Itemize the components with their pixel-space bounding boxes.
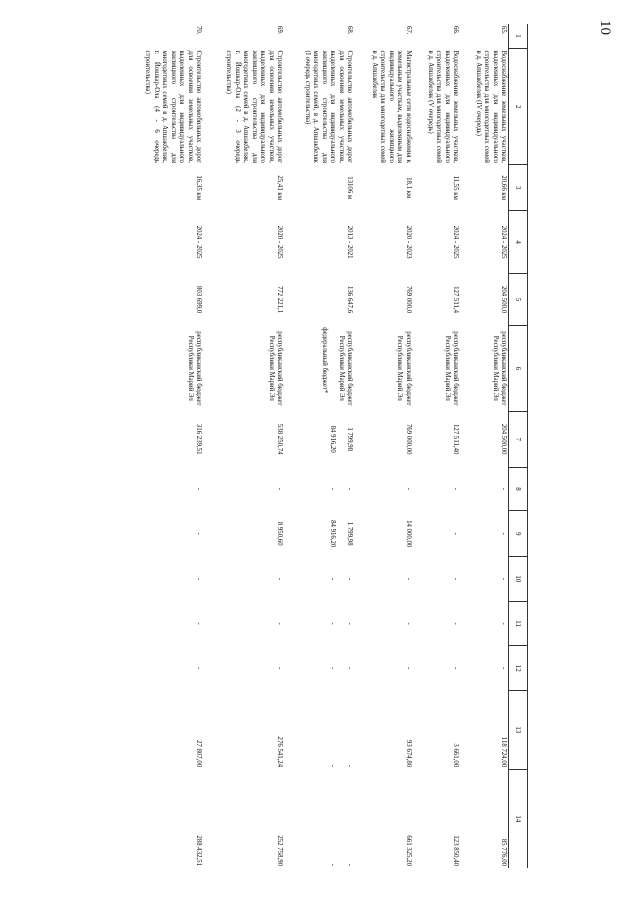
year-col-9-value: -	[452, 532, 460, 535]
funding-source-federal-value: федеральный бюджет*	[321, 327, 329, 394]
construction-period-value: 2020 - 2025	[276, 225, 284, 259]
year-col-12	[460, 646, 508, 691]
estimated-cost-value: 204 500,0	[500, 285, 507, 314]
year-col-8	[354, 467, 413, 511]
year-col-10	[122, 557, 203, 602]
object-name-value: Строительство автомобильных дорог для освоения земельных участков, выделенных для индивидуального жилищного строительства для многодетных семей, в д. Апшакбеляк (I очередь строительства)	[303, 50, 354, 163]
year-col-9-value: -	[195, 532, 203, 535]
estimated-cost	[284, 274, 354, 325]
year-col-8-value: -	[452, 487, 460, 491]
year-col-8	[203, 467, 284, 511]
year-col-11	[460, 601, 508, 646]
year-col-9	[203, 511, 284, 557]
total-funding	[122, 411, 203, 467]
table-row	[460, 24, 508, 868]
year-col-11-value: -	[346, 622, 354, 625]
row-number	[354, 24, 413, 48]
estimated-cost	[413, 274, 460, 325]
construction-period-value: 2024 - 2025	[452, 225, 460, 259]
construction-period	[122, 211, 203, 274]
year-col-8-value: -	[500, 487, 507, 491]
object-name-value: Водоснабжение земельных участков, выделенных для индивидуального строительства для многодетных семей в д. Апшакбеляк (IV очередь)	[474, 50, 507, 163]
year-col-13-federal-value: -	[328, 764, 336, 768]
year-col-10	[203, 557, 284, 602]
year-col-14-value: -	[346, 863, 354, 866]
year-col-11	[122, 601, 203, 646]
year-col-11-value: -	[195, 622, 203, 625]
year-col-12	[413, 646, 460, 691]
object-name-value: Водоснабжение земельных участков, выделенных для индивидуального строительства для многодетных семей в д. Апшакбеляк (V очередь)	[426, 50, 460, 163]
row-number-value: 70.	[195, 26, 203, 35]
estimated-cost-value: 127 511,4	[452, 286, 460, 314]
column-number: 8	[509, 467, 528, 511]
construction-period-value: 2013 - 2021	[346, 225, 354, 259]
funding-source-value: республиканский бюджет Республики Марий Эл	[337, 331, 354, 406]
year-col-9	[460, 511, 508, 557]
year-col-14	[354, 769, 413, 868]
funding-source-value: республиканский бюджет Республики Марий Эл	[267, 331, 284, 406]
table-row	[203, 24, 284, 868]
year-col-11-value: -	[276, 622, 284, 625]
year-col-12-value: -	[404, 667, 412, 670]
funding-source	[284, 325, 354, 411]
page-number: 10	[597, 20, 613, 35]
capacity-value: 20,66 км	[500, 175, 507, 201]
year-col-14-value: 123 850,40	[452, 835, 460, 866]
column-number: 2	[509, 48, 528, 164]
column-number: 4	[509, 211, 528, 274]
column-number: 9	[509, 511, 528, 557]
capacity-value: 16,35 км	[195, 175, 203, 201]
table-row	[284, 24, 354, 868]
row-number-value: 69.	[276, 26, 284, 35]
total-funding-value: 204 500,00	[500, 423, 507, 455]
year-col-14	[203, 769, 284, 868]
total-funding-value: 127 511,40	[452, 424, 460, 455]
year-col-9	[413, 511, 460, 557]
object-name-value: Строительство автомобильных дорог для освоения земельных участков, выделенных для индивидуального жилищного строительства для многодетных семей в д. Апшакбеляк, г. Йошкар-Ола (2 - 3 очередь строительства)	[225, 50, 284, 163]
estimated-cost	[122, 274, 203, 325]
year-col-13	[122, 691, 203, 769]
rotated-table-page	[122, 24, 528, 868]
year-col-10-federal-value: -	[328, 577, 336, 580]
year-col-11	[413, 601, 460, 646]
year-col-8	[284, 467, 354, 511]
year-col-11	[354, 601, 413, 646]
funding-source-value: республиканский бюджет Республики Марий Эл	[491, 331, 507, 406]
row-number	[460, 24, 508, 48]
year-col-8	[460, 467, 508, 511]
estimated-cost	[203, 274, 284, 325]
object-name-value: Магистральные сети водоснабжения к земельным участкам, выделенным для индивидуального жилищного строительства для многодетных семей в д. Апшакбеляк	[370, 50, 412, 163]
year-col-8-value: -	[195, 487, 203, 491]
row-number-value: 65.	[500, 26, 507, 35]
year-col-13-value: -	[346, 764, 354, 768]
object-name	[122, 48, 203, 164]
year-col-10	[284, 557, 354, 602]
year-col-13-value: 118 724,00	[500, 736, 507, 768]
year-col-14-value: 661 325,20	[404, 835, 412, 866]
column-number-row	[509, 24, 528, 868]
year-col-13	[460, 691, 508, 769]
year-col-13-value: 276 541,24	[276, 736, 284, 768]
capacity-value: 13106 м	[346, 176, 354, 200]
total-funding-value: 538 250,74	[276, 423, 284, 455]
total-funding	[354, 411, 413, 467]
year-col-8-federal-value: -	[328, 487, 336, 491]
total-funding	[460, 411, 508, 467]
year-col-11-value: -	[500, 622, 507, 625]
year-col-14	[413, 769, 460, 868]
year-col-8-value: -	[346, 487, 354, 491]
year-col-12-federal-value: -	[328, 667, 336, 670]
funding-source	[354, 325, 413, 411]
total-funding	[203, 411, 284, 467]
funding-source	[203, 325, 284, 411]
year-col-13-value: 93 674,80	[404, 739, 412, 768]
column-number: 7	[509, 411, 528, 467]
year-col-10-value: -	[404, 577, 412, 580]
column-number: 13	[509, 691, 528, 769]
row-number	[122, 24, 203, 48]
funding-source	[122, 325, 203, 411]
year-col-13-value: 3 661,00	[452, 743, 460, 768]
construction-period-value: 2024 - 2025	[500, 225, 507, 259]
row-number-value: 67.	[404, 26, 412, 35]
year-col-14	[460, 769, 508, 868]
estimated-cost	[460, 274, 508, 325]
year-col-12-value: -	[276, 667, 284, 670]
year-col-13	[203, 691, 284, 769]
year-col-10-value: -	[346, 577, 354, 580]
row-number-value: 66.	[452, 26, 460, 35]
object-name	[413, 48, 460, 164]
year-col-10-value: -	[195, 577, 203, 580]
column-number: 6	[509, 325, 528, 411]
capacity-value: 11,55 км	[452, 175, 460, 200]
total-funding	[284, 411, 354, 467]
construction-period-value: 2020 - 2023	[404, 225, 412, 259]
year-col-12-value: -	[452, 667, 460, 670]
year-col-14-value: 85 776,00	[500, 838, 507, 866]
object-name	[354, 48, 413, 164]
total-funding	[413, 411, 460, 467]
column-number: 14	[509, 769, 528, 868]
year-col-12	[203, 646, 284, 691]
funding-source-value: республиканский бюджет Республики Марий Эл	[396, 331, 412, 406]
estimated-cost	[354, 274, 413, 325]
object-name	[460, 48, 508, 164]
year-col-13-value: 27 807,00	[195, 739, 203, 768]
year-col-11-value: -	[452, 622, 460, 625]
capacity	[460, 165, 508, 211]
year-col-9	[122, 511, 203, 557]
year-col-11	[203, 601, 284, 646]
construction-period	[203, 211, 284, 274]
object-name-value: Строительство автомобильных дорог для освоения земельных участков, выделенных для индивидуального жилищного строительства для многодетных семей в д. Апшакбеляк, г. Йошкар-Ола (4 - 6 очередь строительства)	[144, 50, 203, 163]
capacity-value: 18,1 км	[404, 177, 412, 199]
year-col-13	[284, 691, 354, 769]
capacity	[122, 165, 203, 211]
capacity	[284, 165, 354, 211]
row-number	[203, 24, 284, 48]
year-col-13	[413, 691, 460, 769]
year-col-14-value: 288 432,51	[195, 835, 203, 866]
year-col-9-federal-value: 84 916,20	[328, 520, 336, 548]
year-col-8-value: -	[404, 487, 412, 491]
year-col-9-value: 8 950,60	[276, 521, 284, 546]
total-funding-value: 316 239,51	[195, 423, 203, 455]
year-col-14	[284, 769, 354, 868]
capacity	[354, 165, 413, 211]
table-row	[413, 24, 460, 868]
year-col-12	[354, 646, 413, 691]
row-number	[284, 24, 354, 48]
year-col-8-value: -	[276, 487, 284, 491]
total-funding-federal-value: 84 916,20	[328, 425, 336, 453]
year-col-10-value: -	[500, 577, 507, 580]
year-col-9-value: 1 799,98	[346, 521, 354, 546]
construction-period-value: 2024 - 2025	[195, 225, 203, 259]
year-col-10	[413, 557, 460, 602]
year-col-10	[354, 557, 413, 602]
year-col-12-value: -	[346, 667, 354, 670]
estimated-cost-value: 136 647,6	[346, 285, 354, 314]
year-col-9	[284, 511, 354, 557]
row-number	[413, 24, 460, 48]
year-col-12-value: -	[195, 667, 203, 670]
column-number: 11	[509, 601, 528, 646]
year-col-8	[122, 467, 203, 511]
object-name	[203, 48, 284, 164]
year-col-12	[284, 646, 354, 691]
column-number: 3	[509, 165, 528, 211]
year-col-9-value: -	[500, 532, 507, 535]
table-row	[122, 24, 203, 868]
year-col-11-federal-value: -	[328, 622, 336, 625]
funding-source-value: республиканский бюджет Республики Марий Эл	[186, 331, 203, 406]
year-col-10	[460, 557, 508, 602]
funding-source-value: республиканский бюджет Республики Марий Эл	[443, 331, 460, 406]
year-col-14-value: 252 758,90	[276, 835, 284, 866]
column-number: 1	[509, 24, 528, 48]
year-col-11	[284, 601, 354, 646]
year-col-9	[354, 511, 413, 557]
year-col-9-value: 14 000,00	[404, 520, 412, 548]
estimated-cost-value: 769 000,0	[404, 285, 412, 314]
capacity	[413, 165, 460, 211]
year-col-12-value: -	[500, 667, 507, 670]
funding-source	[413, 325, 460, 411]
year-col-8	[413, 467, 460, 511]
total-funding-value: 1 799,98	[346, 427, 354, 452]
year-col-14-federal-value: -	[328, 863, 336, 866]
construction-period	[354, 211, 413, 274]
funding-source	[460, 325, 508, 411]
year-col-13	[354, 691, 413, 769]
estimated-cost-value: 803 699,0	[195, 285, 203, 314]
capacity	[203, 165, 284, 211]
column-number: 12	[509, 646, 528, 691]
total-funding-value: 769 000,00	[404, 423, 412, 455]
construction-period	[413, 211, 460, 274]
year-col-14	[122, 769, 203, 868]
year-col-11-value: -	[404, 622, 412, 625]
row-number-value: 68.	[346, 26, 354, 35]
financing-table	[122, 24, 528, 868]
column-number: 10	[509, 557, 528, 602]
object-name	[284, 48, 354, 164]
table-row	[354, 24, 413, 868]
capacity-value: 25,41 км	[276, 175, 284, 201]
year-col-12	[122, 646, 203, 691]
construction-period	[284, 211, 354, 274]
construction-period	[460, 211, 508, 274]
column-number: 5	[509, 274, 528, 325]
year-col-10-value: -	[452, 577, 460, 580]
estimated-cost-value: 772 221,1	[276, 285, 284, 314]
year-col-10-value: -	[276, 577, 284, 580]
